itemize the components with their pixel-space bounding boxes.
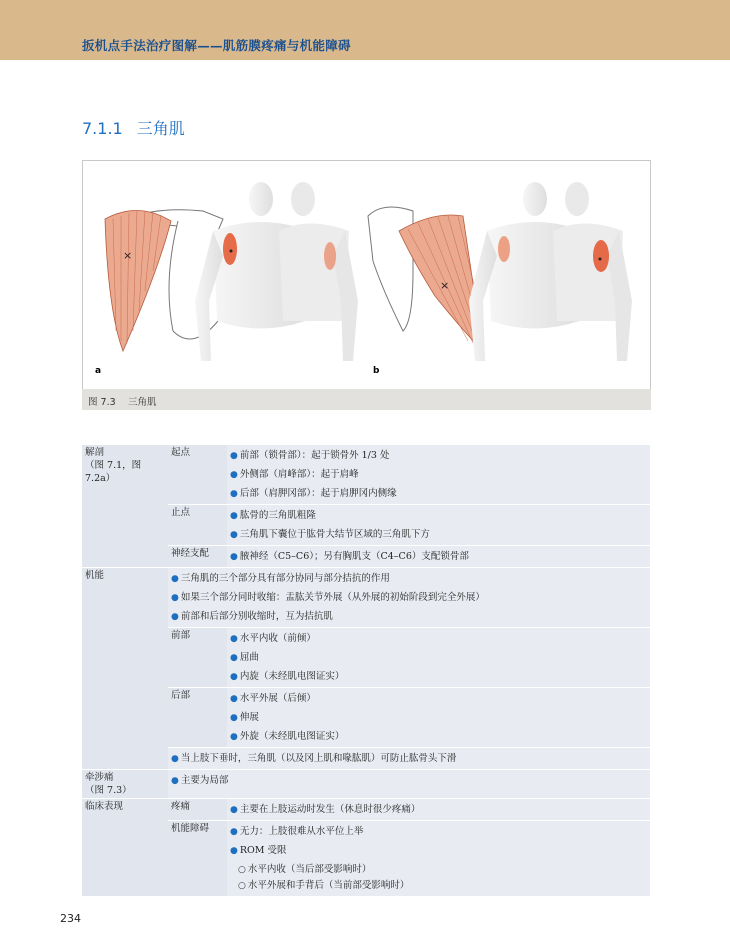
table-row xyxy=(82,688,650,748)
sublabel-innervation: 神经支配 xyxy=(168,546,227,568)
dysfunction-items: ● 无力：上肢很难从水平位上举 ● ROM 受限 ○ 水平内收（当后部受影响时） ○ 水平外展和手背后（当前部受影响时） xyxy=(227,821,650,897)
sublabel-insertion: 止点 xyxy=(168,505,227,546)
sublabel-posterior: 后部 xyxy=(168,688,227,748)
table-row xyxy=(82,568,650,628)
sublabel-dysfunction: 机能障碍 xyxy=(168,821,227,897)
row-label-clinical: 临床表现 xyxy=(82,799,168,897)
page-number: 234 xyxy=(60,912,81,925)
section-number: 7.1.1 xyxy=(82,119,123,138)
table-row xyxy=(82,505,650,546)
table-row xyxy=(82,628,650,688)
section-heading xyxy=(82,116,185,139)
function-final-item: ● 当上肢下垂时，三角肌（以及冈上肌和喙肱肌）可防止肱骨头下滑 xyxy=(168,748,650,770)
anterior-items: ● 水平内收（前倾） ● 屈曲 ● 内旋（未经肌电图证实） xyxy=(227,628,650,688)
table-row xyxy=(82,799,650,821)
deltoid-info-table xyxy=(82,444,650,896)
sublabel-pain: 疼痛 xyxy=(168,799,227,821)
function-general-items: ● 三角肌的三个部分具有部分协同与部分拮抗的作用 ● 如果三个部分同时收缩：盂肱关节外展（从外展的初始阶段到完全外展） ● 前部和后部分别收缩时，互为拮抗肌 xyxy=(168,568,650,628)
insertion-items: ● 肱骨的三角肌粗隆 ● 三角肌下囊位于肱骨大结节区域的三角肌下方 xyxy=(227,505,650,546)
posterior-items: ● 水平外展（后倾） ● 伸展 ● 外旋（未经肌电图证实） xyxy=(227,688,650,748)
pain-items: ● 主要在上肢运动时发生（休息时很少疼痛） xyxy=(227,799,650,821)
section-title: 三角肌 xyxy=(136,119,185,138)
table-row xyxy=(82,748,650,770)
deltoid-illustration xyxy=(83,161,650,389)
table-row xyxy=(82,821,650,897)
figure-frame xyxy=(82,160,651,390)
sublabel-anterior: 前部 xyxy=(168,628,227,688)
svg-text:×: × xyxy=(123,249,133,262)
table-row xyxy=(82,445,650,505)
panel-label-b: b xyxy=(373,366,380,376)
shoulder-anatomy-b xyxy=(368,207,483,351)
table-row xyxy=(82,770,650,799)
origin-items: ● 前部（锁骨部）：起于锁骨外 1/3 处 ● 外侧部（肩峰部）：起于肩峰 ● 后部（肩胛冈部）：起于肩胛冈内侧缘 xyxy=(227,445,650,505)
row-label-anatomy: 解剖 （图 7.1，图 7.2a） xyxy=(82,445,168,568)
panel-label-a: a xyxy=(95,366,102,376)
svg-text:×: × xyxy=(440,279,450,292)
sublabel-origin: 起点 xyxy=(168,445,227,505)
innervation-items: ● 腋神经（C5–C6）；另有胸肌支（C4–C6）支配锁骨部 xyxy=(227,546,650,568)
running-title: 扳机点手法治疗图解——肌筋膜疼痛与机能障碍 xyxy=(82,38,351,53)
body-back-a xyxy=(279,182,358,361)
row-label-function: 机能 xyxy=(82,568,168,770)
body-back-b xyxy=(553,182,632,361)
referred-pain-items: ● 主要为局部 xyxy=(168,770,650,799)
figure-number: 图 7.3 xyxy=(88,397,116,408)
table-row xyxy=(82,546,650,568)
figure-caption xyxy=(82,389,651,410)
row-label-referred-pain: 牵涉痛 （图 7.3） xyxy=(82,770,168,799)
figure-caption-text: 三角肌 xyxy=(128,397,157,408)
